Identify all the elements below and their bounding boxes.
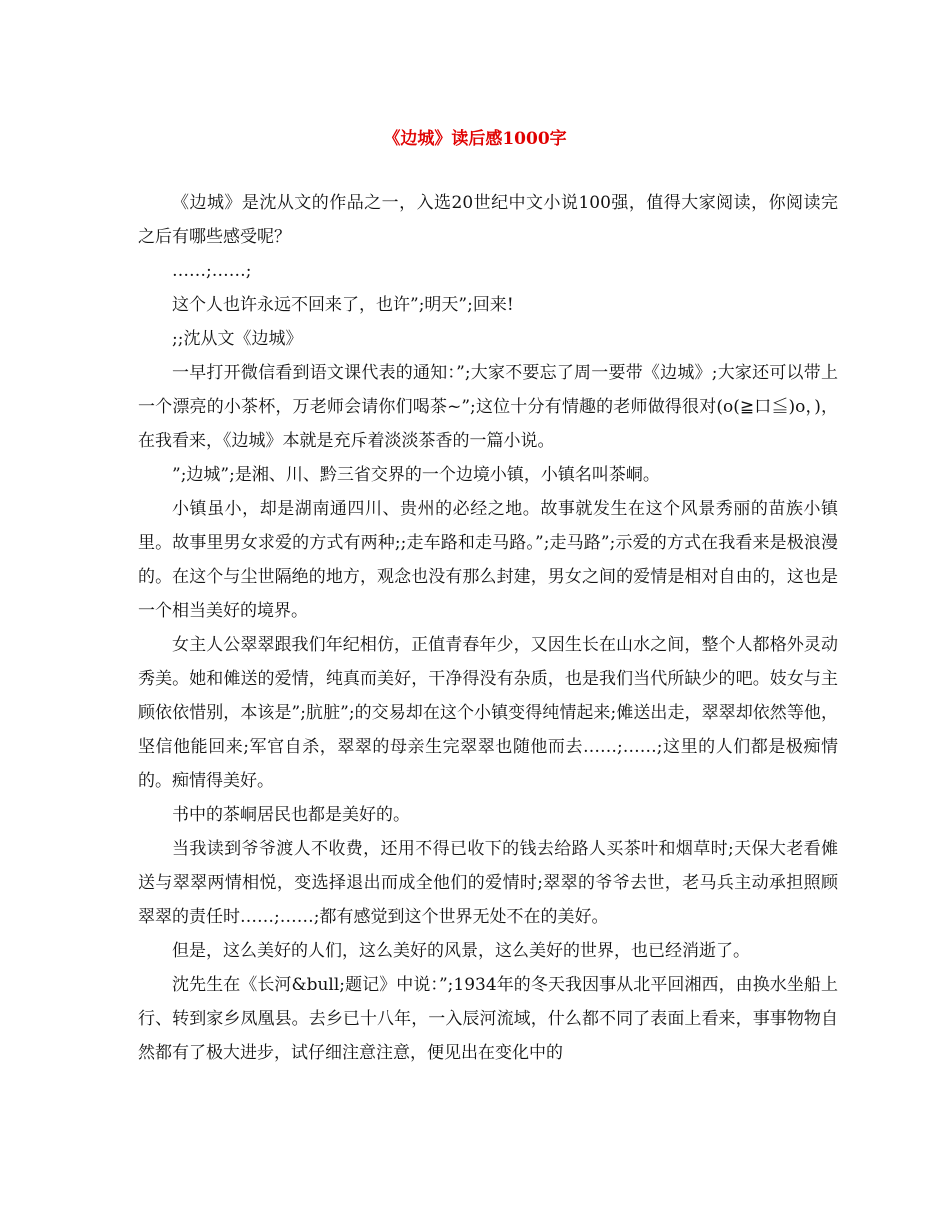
paragraph: 女主人公翠翠跟我们年纪相仿，正值青春年少，又因生长在山水之间，整个人都格外灵动秀美。她和傩送的爱情，纯真而美好，干净得没有杂质，也是我们当代所缺少的吧。妓女与主顾依依惜别，本该是”;肮脏”;的交易却在这个小镇变得纯情起来;傩送出走，翠翠却依然等他，坚信他能回来;军官自杀，翠翠的母亲生完翠翠也随他而去……;……;这里的人们都是极痴情的。痴情得美好。 bbox=[138, 635, 838, 791]
paragraph: 书中的茶峒居民也都是美好的。 bbox=[172, 805, 410, 825]
paragraph: 一早打开微信看到语文课代表的通知：”;大家不要忘了周一要带《边城》;大家还可以带上一个漂亮的小茶杯，万老师会请你们喝茶~”;这位十分有情趣的老师做得很对(o(≧口≦)o，)，在我看来，《边城》本就是充斥着淡淡茶香的一篇小说。 bbox=[138, 363, 838, 451]
paragraph: 当我读到爷爷渡人不收费，还用不得已收下的钱去给路人买茶叶和烟草时;天保大老看傩送与翠翠两情相悦，变选择退出而成全他们的爱情时;翠翠的爷爷去世，老马兵主动承担照顾翠翠的责任时……;……;都有感觉到这个世界无处不在的美好。 bbox=[138, 839, 838, 927]
paragraph: ……;……; bbox=[172, 261, 252, 281]
paragraph: 沈先生在《长河&bull;题记》中说：”;1934年的冬天我因事从北平回湘西，由换水坐船上行、转到家乡凤凰县。去乡已十八年，一入辰河流域，什么都不同了表面上看来，事事物物自然都有了极大进步，试仔细注意注意，便见出在变化中的 bbox=[138, 975, 838, 1063]
paragraph: 这个人也许永远不回来了，也许”;明天”;回来! bbox=[172, 295, 514, 315]
paragraph: 但是，这么美好的人们，这么美好的风景，这么美好的世界，也已经消逝了。 bbox=[172, 941, 750, 961]
paragraph: ;;沈从文《边城》 bbox=[172, 329, 303, 349]
paragraph: ”;边城”;是湘、川、黔三省交界的一个边境小镇，小镇名叫茶峒。 bbox=[172, 465, 660, 485]
paragraph: 小镇虽小，却是湖南通四川、贵州的必经之地。故事就发生在这个风景秀丽的苗族小镇里。故事里男女求爱的方式有两种;;走车路和走马路。”;走马路”;示爱的方式在我看来是极浪漫的。在这个与尘世隔绝的地方，观念也没有那么封建，男女之间的爱情是相对自由的，这也是一个相当美好的境界。 bbox=[138, 499, 838, 621]
paragraph: 《边城》是沈从文的作品之一，入选20世纪中文小说100强，值得大家阅读，你阅读完之后有哪些感受呢？ bbox=[138, 193, 838, 247]
document-title: 《边城》读后感1000字 bbox=[383, 129, 567, 149]
document-body bbox=[138, 186, 838, 1070]
